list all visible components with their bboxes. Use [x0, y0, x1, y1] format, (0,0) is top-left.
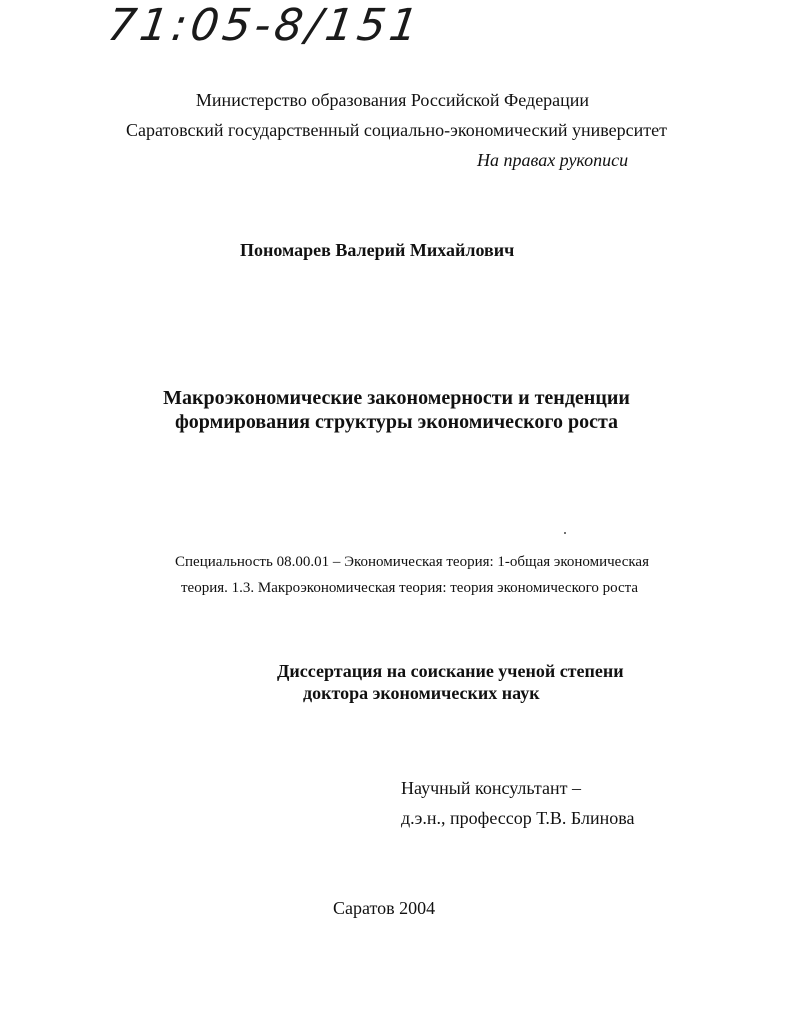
author-name: Пономарев Валерий Михайлович — [240, 240, 515, 260]
consultant-name: д.э.н., профессор Т.В. Блинова — [401, 808, 635, 828]
ministry-text: Министерство образования Российской Федерации — [195, 90, 590, 110]
city-year: Саратов 2004 — [333, 898, 436, 918]
consultant-label: Научный консультант – — [401, 778, 581, 798]
dissertation-degree-line-2: доктора экономических наук — [303, 683, 540, 703]
university-heading: Саратовский государственный социально-экономический университет — [126, 120, 667, 140]
handwritten-stamp-number: 71:05-8/151 — [104, 0, 426, 51]
thesis-title-line-1: Макроэкономические закономерности и тенденции — [163, 387, 630, 409]
dissertation-degree-line-1: Диссертация на соискание ученой степени — [277, 661, 624, 681]
thesis-title-line-2: формирования структуры экономического роста — [174, 411, 619, 433]
manuscript-rights-note: На правах рукописи — [477, 150, 629, 170]
stray-mark — [564, 532, 566, 534]
specialty-line-1: Специальность 08.00.01 – Экономическая теория: 1-общая экономическая — [175, 554, 649, 570]
ministry-heading — [0, 90, 793, 111]
specialty-line-2: теория. 1.3. Макроэкономическая теория: теория экономического роста — [181, 580, 639, 596]
